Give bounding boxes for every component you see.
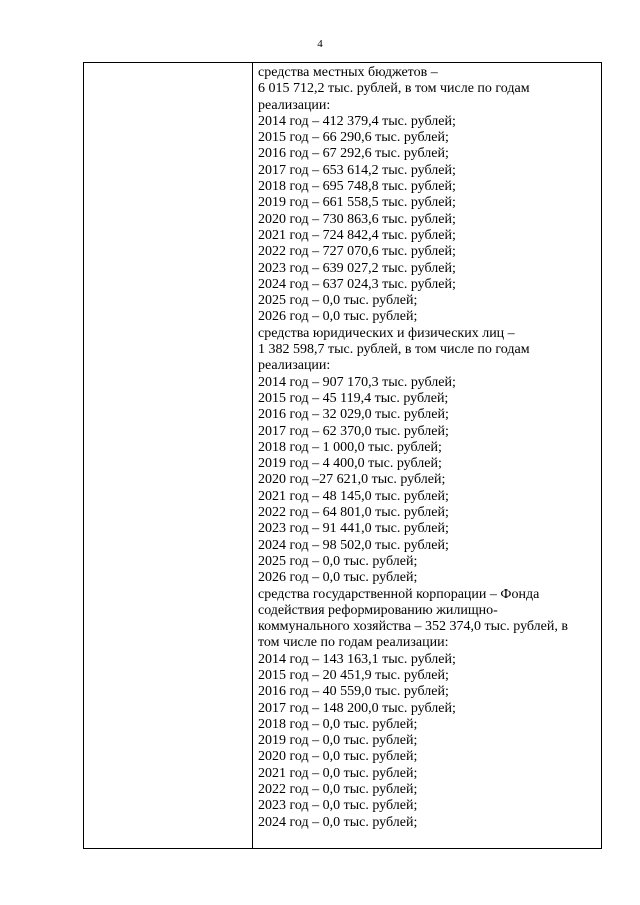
text-line: 2018 год – 1 000,0 тыс. рублей;	[258, 439, 442, 455]
text-line: 2017 год – 62 370,0 тыс. рублей;	[258, 423, 449, 439]
text-line: 2025 год – 0,0 тыс. рублей;	[258, 553, 418, 569]
text-line: 2021 год – 724 842,4 тыс. рублей;	[258, 227, 456, 243]
column-divider	[252, 63, 253, 848]
text-line: 2015 год – 20 451,9 тыс. рублей;	[258, 667, 449, 683]
text-line: 6 015 712,2 тыс. рублей, в том числе по годам	[258, 81, 530, 97]
text-line: 2018 год – 695 748,8 тыс. рублей;	[258, 179, 456, 195]
text-line: 2024 год – 0,0 тыс. рублей;	[258, 814, 418, 830]
text-line: 2023 год – 91 441,0 тыс. рублей;	[258, 521, 449, 537]
text-line: 2018 год – 0,0 тыс. рублей;	[258, 716, 418, 732]
page-number: 4	[317, 38, 323, 50]
text-line: 2017 год – 148 200,0 тыс. рублей;	[258, 700, 456, 716]
text-line: 2023 год – 639 027,2 тыс. рублей;	[258, 260, 456, 276]
text-line: 2019 год – 0,0 тыс. рублей;	[258, 733, 418, 749]
text-line: 2021 год – 0,0 тыс. рублей;	[258, 765, 418, 781]
text-line: средства государственной корпорации – Фонда	[258, 586, 540, 602]
text-line: 2014 год – 143 163,1 тыс. рублей;	[258, 651, 456, 667]
text-line: 2025 год – 0,0 тыс. рублей;	[258, 293, 418, 309]
text-line: 2022 год – 64 801,0 тыс. рублей;	[258, 505, 449, 521]
text-line: 2026 год – 0,0 тыс. рублей;	[258, 570, 418, 586]
text-line: средства юридических и физических лиц –	[258, 325, 515, 341]
funding-table	[83, 62, 602, 849]
text-line: 2016 год – 32 029,0 тыс. рублей;	[258, 407, 449, 423]
text-line: реализации:	[258, 358, 331, 374]
text-line: 1 382 598,7 тыс. рублей, в том числе по годам	[258, 342, 530, 358]
text-line: 2015 год – 66 290,6 тыс. рублей;	[258, 130, 449, 146]
text-line: содействия реформированию жилищно-	[258, 602, 498, 618]
text-line: 2017 год – 653 614,2 тыс. рублей;	[258, 162, 456, 178]
text-line: реализации:	[258, 97, 331, 113]
table-right-cell	[258, 65, 601, 831]
text-line: 2019 год – 4 400,0 тыс. рублей;	[258, 456, 442, 472]
text-line: 2022 год – 0,0 тыс. рублей;	[258, 782, 418, 798]
text-line: 2014 год – 412 379,4 тыс. рублей;	[258, 113, 456, 129]
text-line: 2020 год –27 621,0 тыс. рублей;	[258, 472, 446, 488]
text-line: 2020 год – 730 863,6 тыс. рублей;	[258, 211, 456, 227]
text-line: 2021 год – 48 145,0 тыс. рублей;	[258, 488, 449, 504]
text-line: 2024 год – 637 024,3 тыс. рублей;	[258, 276, 456, 292]
text-line: 2020 год – 0,0 тыс. рублей;	[258, 749, 418, 765]
text-line: 2023 год – 0,0 тыс. рублей;	[258, 798, 418, 814]
text-line: 2016 год – 40 559,0 тыс. рублей;	[258, 684, 449, 700]
text-line: 2026 год – 0,0 тыс. рублей;	[258, 309, 418, 325]
text-line: средства местных бюджетов –	[258, 65, 438, 80]
text-line: 2015 год – 45 119,4 тыс. рублей;	[258, 390, 449, 406]
text-line: коммунального хозяйства – 352 374,0 тыс. рублей, в	[258, 619, 568, 635]
text-line: 2016 год – 67 292,6 тыс. рублей;	[258, 146, 449, 162]
text-line: 2019 год – 661 558,5 тыс. рублей;	[258, 195, 456, 211]
text-line: 2022 год – 727 070,6 тыс. рублей;	[258, 244, 456, 260]
text-line: том числе по годам реализации:	[258, 635, 449, 651]
text-line: 2024 год – 98 502,0 тыс. рублей;	[258, 537, 449, 553]
text-line: 2014 год – 907 170,3 тыс. рублей;	[258, 374, 456, 390]
